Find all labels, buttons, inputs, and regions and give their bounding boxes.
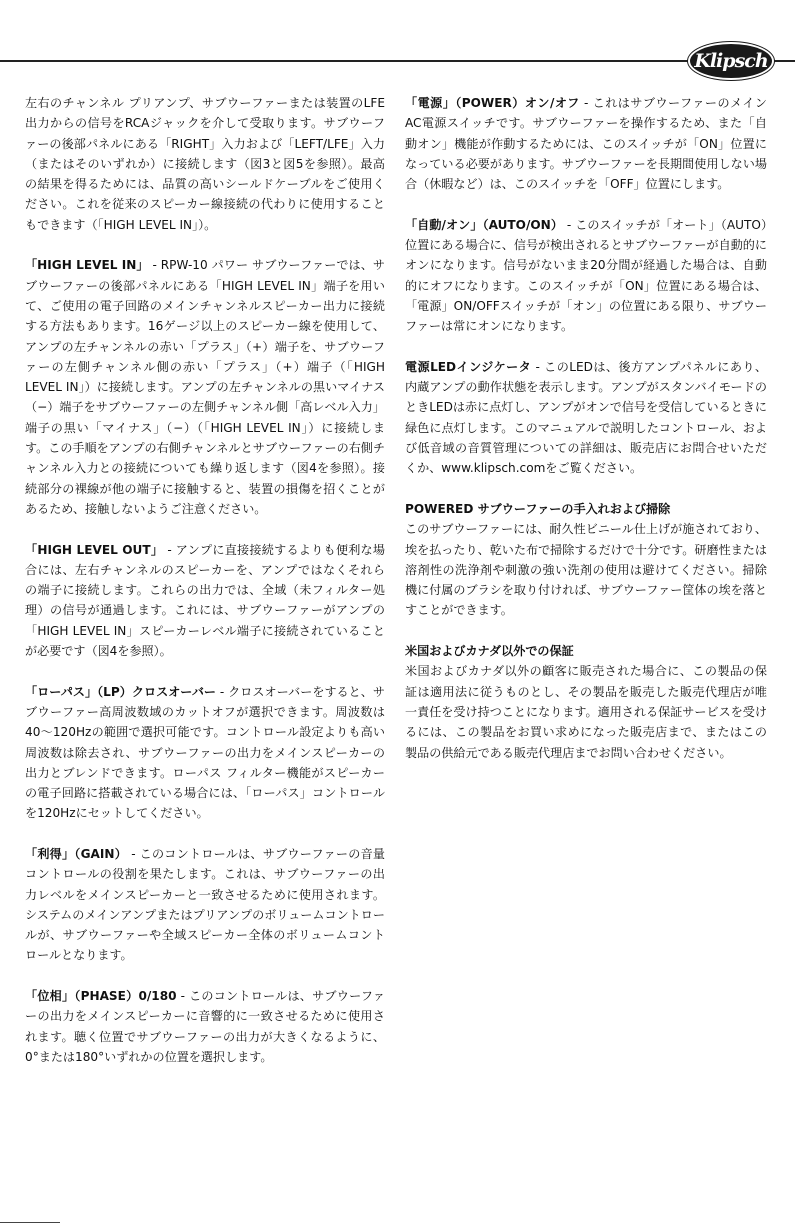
section-body: 米国およびカナダ以外の顧客に販売された場合に、この製品の保証は適用法に従うものとし、その製品を販売した販売代理店が唯一責任を受け持つことになります。適用される保証サービスを受けるには、この製品をお買い求めになった販売店まで、またはこの製品の供給元である販売代理店までお問い合わせください。 xyxy=(405,664,767,760)
section-heading: 「位相」（PHASE）0/180 xyxy=(25,989,177,1004)
section-lowpass-crossover xyxy=(25,682,385,824)
section-high-level-in xyxy=(25,255,385,519)
section-body: - アンプに直接接続するよりも便利な場合には、左右チャンネルのスピーカーを、アンプではなくそれらの端子に接続します。これらの出力では、全域（未フィルター処理）の信号が通過します。これには、サブウーファーがアンプの「HIGH LEVEL IN」スピーカーレベル端子に接続されていることが必要です（図4を参照）。 xyxy=(25,542,385,659)
left-column xyxy=(25,93,385,1088)
section-body: - クロスオーバーをすると、サブウーファー高周波数域のカットオフが選択できます。周波数は40〜120Hzの範囲で選択可能です。コントロール設定よりも高い周波数は除去され、サブウーファーの出力をメインスピーカーの出力とブレンドできます。ローパス フィルター機能がスピーカーの電子回路に搭載されている場合には、「ローパス」コントロールを120Hzにセットしてください。 xyxy=(25,684,385,821)
section-heading: 「電源」（POWER）オン/オフ xyxy=(405,96,580,110)
section-gain xyxy=(25,844,385,966)
klipsch-logo: Klipsch xyxy=(690,44,772,78)
section-rca-input xyxy=(25,93,385,235)
section-heading: 「HIGH LEVEL OUT」 xyxy=(25,542,164,557)
section-body: - これはサブウーファーのメインAC電源スイッチです。サブウーファーを操作するため、また「自動オン」機能が作動するためには、このスイッチが「ON」位置になっている必要があります。サブウーファーを長期間使用しない場合（休暇など）は、このスイッチを「OFF」位置にします。 xyxy=(405,96,767,192)
section-body: 左右のチャンネル プリアンプ、サブウーファーまたは装置のLFE出力からの信号をRCAジャックを介して受取ります。サブウーファーの後部パネルにある「RIGHT」入力および「LEFT/LFE」入力（またはそのいずれか）に接続します（図3と図5を参照）。最高の結果を得るためには、品質の高いシールドケーブルをご使用ください。これを従来のスピーカー線接続の代わりに使用することもできます（「HIGH LEVEL IN」）。 xyxy=(25,96,385,232)
section-heading: 「自動/オン」（AUTO/ON） xyxy=(405,217,564,232)
section-power-led xyxy=(405,357,767,479)
section-body: - このスイッチが「オート」（AUTO）位置にある場合に、信号が検出されるとサブウーファーが自動的にオンになります。信号がないまま20分間が経過した場合は、自動的にオフになります。このスイッチが「ON」位置にある場合は、「電源」ON/OFFスイッチが「オン」の位置にある限り、サブウーファーは常にオンになります。 xyxy=(405,217,767,334)
section-heading: 「HIGH LEVEL IN」 xyxy=(25,258,149,273)
section-body: - このコントロールは、サブウーファーの音量コントロールの役割を果たします。これは、サブウーファーの出力レベルをメインスピーカーと一致させるために使用されます。システムのメインアンプまたはプリアンプのボリュームコントロールが、サブウーファーや全域スピーカー全体のボリュームコントロールとなります。 xyxy=(25,846,385,963)
section-phase xyxy=(25,986,385,1067)
section-heading: POWERED サブウーファーの手入れおよび掃除 xyxy=(405,501,671,516)
section-body: - このLEDは、後方アンプパネルにあり、内蔵アンプの動作状態を表示します。アンプがスタンバイモードのときLEDは赤に点灯し、アンプがオンで信号を受信しているときに緑色に点灯します。このマニュアルで説明したコントロール、および低音域の音質管理についての詳細は、販売店にお問合せいただくか、www.klipsch.comをご覧ください。 xyxy=(405,359,768,476)
section-body: - RPW-10 パワー サブウーファーでは、サブウーファーの後部パネルにある「HIGH LEVEL IN」端子を用いて、ご使用の電子回路のメインチャンネルスピーカー出力に接続する方法もあります。16ゲージ以上のスピーカー線を使用して、アンプの左チャンネルの赤い「プラス」（+）端子を、サブウーファーの左側チャンネル側の赤い「プラス」（+）端子（「HIGH LEVEL IN」）に接続します。アンプの左チャンネルの黒いマイナス（−）端子をサブウーファーの左側チャンネル側「高レベル入力」端子の黒い「マイナス」（−）（「HIGH LEVEL IN」）に接続します。この手順をアンプの右側チャンネルとサブウーファーの右側チャンネル入力との接続についても繰り返します（図4を参照）。接続部分の裸線が他の端子に接触すると、装置の損傷を招くことがあるため、接触しないようご注意ください。 xyxy=(25,258,385,516)
section-power xyxy=(405,93,767,194)
right-column xyxy=(405,93,767,783)
header-rule xyxy=(0,60,795,62)
section-heading: 「ローパス」（LP）クロスオーバー xyxy=(25,684,217,699)
section-body: - このコントロールは、サブウーファーの出力をメインスピーカーに音響的に一致させるために使用されます。聴く位置でサブウーファーの出力が大きくなるように、0°または180°いずれかの位置を選択します。 xyxy=(25,989,385,1064)
section-auto-on xyxy=(405,215,767,337)
section-heading: 米国およびカナダ以外での保証 xyxy=(405,644,574,659)
section-high-level-out xyxy=(25,540,385,662)
section-warranty xyxy=(405,641,767,763)
footer-rule xyxy=(0,1222,60,1223)
section-heading: 電源LEDインジケータ xyxy=(405,359,532,374)
section-body: このサブウーファーには、耐久性ビニール仕上げが施されており、埃を払ったり、乾いた布で掃除するだけで十分です。研磨性または溶剤性の洗浄剤や刺激の強い洗剤の使用は避けてください。掃除機に付属のブラシを取り付ければ、サブウーファー筐体の埃を落とすことができます。 xyxy=(405,522,767,618)
section-care-cleaning xyxy=(405,499,767,621)
section-heading: 「利得」（GAIN） xyxy=(25,846,128,861)
